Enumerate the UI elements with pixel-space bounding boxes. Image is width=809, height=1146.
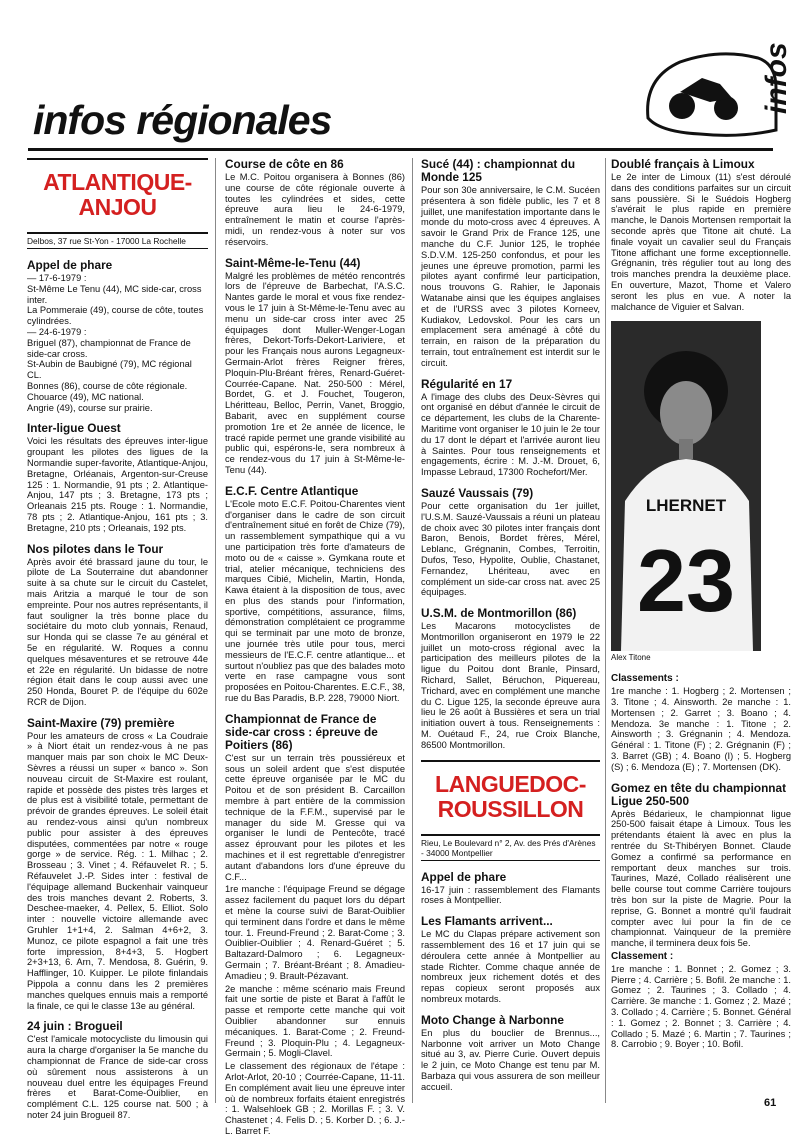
rider-photo: [611, 321, 761, 651]
article-body: 16-17 juin : rassemblement des Flamants roses à Montpellier.: [421, 884, 600, 906]
article-title: Sucé (44) : championnat du Monde 125: [421, 157, 576, 184]
article-body: Les Macarons motocyclistes de Montmorillon organiseront en 1979 le 22 juillet un moto-cross régional avec la participation des meilleurs pilotes de la ligue du Poitou dont Branle, Pinsard, Richard, Sallet, Béruchon, Piquereau, Trichard, avec en complément une manche du C. Ligue 125, la seconde épreuve aura lieu le 26 août à Bussières et sera un trial initiation ouvert à tous. Renseignements : M. Ouétaud F., 24, rue Croix Blanche, 86500 Montmorillon.: [421, 621, 600, 750]
article-body: Pour les amateurs de cross « La Coudraie » à Niort était un rendez-vous à ne pas manquer mais par son choix le MC Deux-Sèvres a réussi un super « banco ». Son nouveau circuit de St-Maxire est roulant, rapide et possède des pistes très larges et de plus est à visibilité totale, permettant de prévoir de grandes épreuves. Le soleil était au rendez-vous ainsi qu'un nombreux public pour assister à des épreuves disputées, commentées par notre « rouge gorge » de service. Rég. : 1. Milhac ; 2. Brosseau ; 3. Vinet ; 4. Réfauvelet R. ; 5. Réfauvelet J.-P. Sides inter : festival de l'équipage allemand Buckenhair vainqueur des trois manches devant 2. Roberts, 3. Deschee-maeker, 4. Pellex, 5. Elliot. Solo inter : nouvelle victoire allemande avec Gruhler 1+1+4, 2. Salman 4+6+2, 3. Munoz, ce pilote espagnol a fait une très forte impression, 8+4+3, 5. Hogbert 2+3+13, 6. Arn, 7. Mendosa, 8. Guérin, 9. Hafflinger, 10. Kuipper. Le pilote finlandais Pippola a connu dans les 2 premières manches quelques ennuis mais a remporté la finale, ce qui le classe 13e au général.: [27, 730, 208, 1011]
article-body: Malgré les problèmes de météo rencontrés lors de l'épreuve de Barbechat, l'A.S.C. Nantes garde le moral et vous fixe rendez-vous le 17 juin à St-Même-le-Tenu avec au menu un side-car cross inter avec 25 équipages dont Muller-Wenger-Logan frères, Dekort-Torfs-Dekort-Lariviere, et pour les Français nous aurons Legagneux-Germain-Arlot frères Reigner frères, Ploquin-Plu-Bréant frères, Renard-Guéret-Courrée-Capane. Nat. 250-500 : Mérel, Bordet, G. et J. Fouchet, Tougeron, Lhéritteau, Belloc, Perrin, Vanet, Broggio, Babarit, avec en supplément course promotion 1re et 2e année de licence, le tracé rapide permet une grande visibilité au public qui, espérons-le, sera nombreux à ce rendez-vous du 17 juin à St-Même-le-Tenu (44).: [225, 270, 405, 475]
logo-text: infos: [760, 42, 793, 114]
article-body: Le M.C. Poitou organisera à Bonnes (86) une course de côte régionale ouverte à toutes les cylindrées et sides, cette épreuve aura lieu le 24-6-1979, entraînement le matin et course l'après-midi, un rendez-vous à noter sur vos réservoirs.: [225, 172, 405, 247]
article-body: Après avoir été brassard jaune du tour, le pilote de La Souterraine dut abandonner suite à sa chute sur le circuit du Castelet, mais Aritzia a marqué le tour de son empreinte. Pour nos autres représentants, il faut souligner la très bonne place du sociétaire du moto club yonnais, Renaud, sur Honda qui se classe 7e au général et 5e en régularité. W. Roques a connu quelques mésaventures et se retrouve 44e et 22e en régularité. Un bidasse de notre région était dans le coup aussi avec une 250 Honda, Bouret P. de l'équipe du 602e RCR de Dijon.: [27, 556, 208, 707]
column-separator: [412, 158, 413, 1103]
region-title: ATLANTIQUE-ANJOU: [43, 169, 192, 220]
article-title: U.S.M. de Montmorillon (86): [421, 606, 577, 621]
article-title: Appel de phare: [421, 869, 507, 884]
article-body: 1re manche : 1. Bonnet ; 2. Gomez ; 3. Pierre ; 4. Carrière ; 5. Bofil. 2e manche : 1. Gomez ; 2. Taurines ; 3. Collado ; 4. Carrière. 3e manche : 1. Gomez ; 2. Mazé ; 3. Collado ; 4. Carrière ; 5. Bonnet. Général : 1. Gomez ; 2. Bonnet ; 3. Carrière ; 4. Collado ; 5. Mazé ; 6. Martin ; 7. Taurines ; 8. Carrobio ; 9. Boyer ; 10. Bofil.: [611, 963, 791, 1050]
column-2: [225, 158, 405, 1146]
article-title: Saint-Même-le-Tenu (44): [225, 255, 361, 270]
article-body: Voici les résultats des épreuves inter-ligue groupant les pilotes des ligues de la Normandie super-favorite, Atlantique-Anjou, Bretagne, Orléanais, Argenton-sur-Creuse 125 : 1. Normandie, 91 pts ; 2. Atlantique-Anjou, 147 pts ; 3. Bretagne, 173 pts ; Orleanais 215 pts. Rouge : 1. Normandie, 78 pts ; 2. Atlantique-Anjou, 161 pts ; 3. Bretagne, 210 pts ; Orleanais, 192 pts.: [27, 436, 208, 533]
article-body: L'Ecole moto E.C.F. Poitou-Charentes vient d'organiser dans le cadre de son circuit d'entraînement situé en forêt de Chize (79), un rassemblement sympathique qui a vu une participation très forte d'amateurs de moto ou de « caisse ». Gymkana route et trial, atelier mécanique, techniciens des marques Cibié, Michelin, Martin, Honda, Kawa étaient à la disposition de tous, avec en plus des stands pour l'information, sportive, compétitions, assurance, films, démonstration complétaient ce programme qui se terminait par une moto de bronze, une journée très utile pour tous, merci messieurs de l'E.C.F. centre atlantique... et surtout n'oubliez pas que des balades moto verte en rase campagne vous sont proposées en Poitou-Charentes. E.C.F., 38, rue du Bas Paradis, B.P. 228, 79000 Niort.: [225, 498, 405, 704]
article-body: A l'image des clubs des Deux-Sèvres qui ont organisé en début d'année le circuit de ce département, les clubs de la Charente-Maritime vont organiser le 10 juin le 2e tour du 17 dont le départ et l'arrivée auront lieu à Saintes. Pour tous renseignements et engagements, écrire : M. J.-M. Drouet, 6, Impasse Lebraud, 17300 Rochefort/Mer.: [421, 391, 600, 478]
rider-photo-art: [611, 321, 761, 651]
region-header: [421, 760, 600, 835]
column-separator: [605, 158, 606, 1103]
page-title: infos régionales: [33, 97, 332, 143]
region-header: [27, 158, 208, 233]
article-body: C'est l'amicale motocycliste du limousin qui aura la charge d'organiser la 5e manche du championnat de France de side-car cross où sûrement nous assisterons à un nouveau duel entre les équipages Freund frères et Barat-Come-Ouiblier, en complément C.L. 125 course nat. 500 ; à noter 24 juin Brogueil 87.: [27, 1034, 208, 1120]
article-body: Pour cette organisation du 1er juillet, l'U.S.M. Sauzé-Vaussais a réuni un plateau de choix avec 30 pilotes inter français dont Baron, Benois, Bordet frères, Mérel, Leblanc, Grégnanin, Combes, Terroitin, Dufos, Teso, Hypolite, Oublie, Chastanet, Fernandez, Lhériteau, avec en complément un side-car cross nat. avec 25 équipages.: [421, 500, 600, 598]
article-body: Pour son 30e anniversaire, le C.M. Sucéen présentera à son fidèle public, les 7 et 8 juillet, une manifestation importante dans le monde du moto-cross avec 4 épreuves. A savoir le Grand Prix de France 125, une manche du C.F. Junior 125, le trophée S.D.V.M. 125-250 confondus, et pour les jeunes une épreuve promotion, parmi les pilotes ayant confirmé leur participation, nous trouvons G. Rahier, le Japonais Watanabe ainsi que les équipes anglaises et de l'URSS avec 3 pilotes Korneev, Kudiakov, Ledovskol. Pour les cars un emplacement sera aménagé à côté du terrain, en raison de la préparation du terrain, tout entraînement est interdit sur le circuit.: [421, 185, 600, 368]
article-body: — 17-6-1979 : St-Même Le Tenu (44), MC side-car, cross inter. La Pommeraie (49), course de côte, toutes cylindrées. — 24-6-1979 : Briguel (87), championnat de France de side-car cross. St-Aubin de Baubigné (79), MC régional CL. Bonnes (86), course de côte régionale. Chouarce (49), MC national. Angrie (49), course sur prairie.: [27, 273, 204, 413]
infos-logo: [640, 42, 793, 140]
article-title: Championnat de France de side-car cross : épreuve de Poitiers (86): [225, 711, 378, 752]
region-title: LANGUEDOC-ROUSSILLON: [435, 770, 586, 822]
article-body: Le classement des régionaux de l'étape : Arlot-Arlot, 20-10 ; Courrée-Capane, 11-11. En complément avait lieu une épreuve inter où de nombreux forfaits étaient enregistrés : 1. Walsehloek GB ; 2. Morillas F. ; 3. V. Chastenet ; 4. Felis D. ; 5. Korber D. ; 6. J.-L. Barret F.: [225, 1061, 405, 1136]
photo-caption: Alex Titone: [611, 653, 651, 663]
article-title: Course de côte en 86: [225, 157, 344, 171]
article-title: Appel de phare: [27, 258, 113, 272]
column-4: [611, 158, 791, 1059]
title-rule: [28, 148, 773, 151]
article-title: Classement :: [611, 950, 674, 962]
article-body: En plus du bouclier de Brennus..., Narbonne voit arriver un Moto Change situé au 3, av. Pierre Curie. Ouvert depuis le 2 juin, ce Moto Change est tenu par M. Barbaza qui vous assurera de son meilleur accueil.: [421, 1027, 600, 1092]
page-number: 61: [764, 1097, 777, 1109]
column-3: [421, 158, 600, 1102]
article-title: Les Flamants arrivent...: [421, 914, 553, 929]
article-title: Moto Change à Narbonne: [421, 1012, 564, 1027]
article-body: 1re manche : 1. Hogberg ; 2. Mortensen ; 3. Titone ; 4. Ainsworth. 2e manche : 1. Mortensen ; 2. Garret ; 3. Boano ; 4. Mendoza. 3e manche : 1. Titone ; 2. Ainsworth ; 3. Grégnanin ; 4. Mendoza. Général : 1. Titone (F) ; 2. Grégnanin (F) ; 3. Barret (GB) ; 4. Boano (I) ; 5. Hogberg (S) ; 6. Mendoza (E) ; 7. Mortensen (DK).: [611, 686, 791, 772]
article-title: Doublé français à Limoux: [611, 157, 755, 171]
article-title: Sauzé Vaussais (79): [421, 485, 534, 500]
article-title: Classements :: [611, 673, 679, 685]
article-title: E.C.F. Centre Atlantique: [225, 483, 359, 498]
column-separator: [215, 158, 216, 1103]
article-body: Le 2e inter de Limoux (11) s'est déroulé dans des conditions parfaites sur un circuit sans poussière. Si le Suédois Hogberg s'avérait le plus rapide en première manche, le Danois Mortensen remportait la seconde après que Titone ait chuté. La finale voyait un cavalier seul du Français Titone affichant une forme exceptionnelle. Grégnanin, très régulier tout au long des trois manches prendra la deuxième place. En ouverture, Mazot, Thome et Valero seront les plus en vue. A noter la malchance de Viguier et Salvan.: [611, 172, 791, 312]
region-address: Delbos, 37 rue St-Yon - 17000 La Rochelle: [27, 233, 208, 249]
column-1: [27, 158, 208, 1130]
article-title: Inter-ligue Ouest: [27, 421, 121, 436]
article-body: C'est sur un terrain très poussiéreux et sous un soleil ardent que s'est disputée cette épreuve organisée par le MC du Poitou et de son président B. Carcaillon membre à part entière de la commission technique de la F.F.M., supervisé par le manager du side M. Gresse qui va organiser le lundi de Pentecôte, tracé assez éprouvant pour les pilotes et les machines et il est regrettable d'enregistrer autant d'abandons lors d'une épreuve du C.F...: [225, 752, 405, 882]
article-body: 1re manche : l'équipage Freund se dégage assez facilement du paquet lors du départ et mène la course suivi de Barat-Ouiblier qui terminent dans l'ordre et dans le même tour. 1. Freund-Freund ; 2. Barat-Come ; 3. Ouiblier-Ouiblier ; 4. Renard-Guéret ; 5. Baltazard-Dalmoro ; 6. Legagneux-Germain ; 7. Bréant-Bréant ; 8. Amadieu-Amadieu ; 9. Brault-Pézavant.: [225, 884, 405, 981]
region-address: Rieu, Le Boulevard n° 2, Av. des Prés d'Arènes - 34000 Montpellier: [421, 835, 600, 861]
article-title: Gomez en tête du championnat Ligue 250-500: [611, 780, 787, 808]
article-title: 24 juin : Brogueil: [27, 1019, 123, 1034]
article-title: Saint-Maxire (79) première: [27, 715, 175, 730]
jersey-text: LHERNET: [645, 496, 727, 516]
article-body: Après Bédarieux, le championnat ligue 250-500 faisait étape à Limoux. Tous les prétendants étaient là avec en plus la rentrée du St-Thibéryen Bonnet. Claude Gomez a confirmé sa performance en remportant deux manches sur trois. Taurines, Mazé, Collado réalisèrent une belle course tout comme Carrière toujours très bon sur la piste de Magrie. Pour la reprise, G. Bonnet a montré qu'il faudrait compter avec lui pour la fin de ce championnat. Vainqueur de la première manche, il terminera deux fois 5e.: [611, 808, 791, 949]
jersey-number: 23: [637, 531, 735, 631]
article-title: Nos pilotes dans le Tour: [27, 541, 164, 556]
article-title: Régularité en 17: [421, 376, 513, 391]
article-body: 2e manche : même scénario mais Freund fait une sortie de piste et Barat à l'affût le passe et remporte cette manche qui voit Ouiblier abandonner sur ennuis mécaniques. 1. Barat-Come ; 2. Freund-Freund ; 3. Ploquin-Plu ; 4. Legagneux-Germain ; 5. Mogli-Clavel.: [225, 983, 405, 1059]
article-body: Le MC du Clapas prépare activement son rassemblement des 16 et 17 juin qui se déroulera cette année à Montpellier au stade Richter. Comme chaque année de nombreux jeux richement dotés et des repas copieux seront proposés aux nombreux motards.: [421, 929, 600, 1005]
